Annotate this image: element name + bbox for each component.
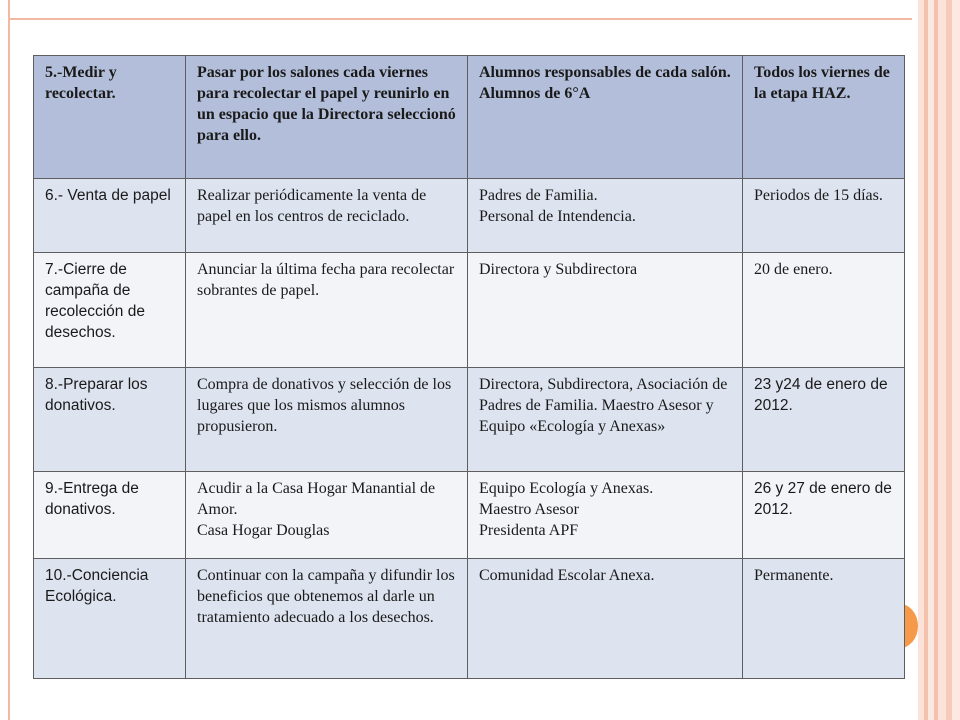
activities-table: [33, 55, 904, 679]
responsible-line: Equipo Ecología y Anexas.: [479, 480, 654, 497]
responsible-line: Directora, Subdirectora, Asociación de Padres de Familia. Maestro Asesor y Equipo «Ecología y Anexas»: [479, 376, 728, 435]
table-row: [34, 179, 905, 253]
activity-cell: 9.-Entrega de donativos.: [34, 472, 186, 559]
responsible-line: Personal de Intendencia.: [479, 208, 636, 225]
responsible-line: Alumnos responsables de cada salón.: [479, 64, 731, 81]
responsible-cell: [468, 472, 743, 559]
responsible-line: Comunidad Escolar Anexa.: [479, 567, 655, 584]
table-row: [34, 559, 905, 679]
activity-cell: 5.-Medir y recolectar.: [34, 56, 186, 179]
date-cell: Todos los viernes de la etapa HAZ.: [743, 56, 905, 179]
description-cell: [186, 472, 468, 559]
frame-top-line: [8, 18, 912, 20]
description-cell: Continuar con la campaña y difundir los beneficios que obtenemos al darle un tratamiento adecuado a los desechos.: [186, 559, 468, 679]
date-cell: 20 de enero.: [743, 253, 905, 368]
description-line: Casa Hogar Douglas: [197, 522, 330, 539]
responsible-cell: [468, 179, 743, 253]
responsible-cell: [468, 368, 743, 472]
responsible-cell: [468, 559, 743, 679]
date-cell: Periodos de 15 días.: [743, 179, 905, 253]
responsible-line: Maestro Asesor: [479, 501, 579, 518]
table-row: [34, 368, 905, 472]
responsible-line: Alumnos de 6°A: [479, 85, 591, 102]
description-cell: Realizar periódicamente la venta de papel en los centros de reciclado.: [186, 179, 468, 253]
description-cell: Compra de donativos y selección de los lugares que los mismos alumnos propusieron.: [186, 368, 468, 472]
activity-cell: 10.-Conciencia Ecológica.: [34, 559, 186, 679]
frame-right-stripes: [918, 0, 960, 720]
responsible-cell: [468, 56, 743, 179]
frame-left-line: [8, 0, 10, 720]
table-row: [34, 472, 905, 559]
responsible-line: Padres de Familia.: [479, 187, 598, 204]
date-cell: 23 y24 de enero de 2012.: [743, 368, 905, 472]
table-row: [34, 56, 905, 179]
description-cell: Pasar por los salones cada viernes para recolectar el papel y reunirlo en un espacio que la Directora seleccionó para ello.: [186, 56, 468, 179]
description-line: Acudir a la Casa Hogar Manantial de Amor.: [197, 480, 436, 518]
date-cell: Permanente.: [743, 559, 905, 679]
activity-cell: 7.-Cierre de campaña de recolección de desechos.: [34, 253, 186, 368]
activity-cell: 6.- Venta de papel: [34, 179, 186, 253]
responsible-line: Presidenta APF: [479, 522, 579, 539]
activity-cell: 8.-Preparar los donativos.: [34, 368, 186, 472]
description-cell: Anunciar la última fecha para recolectar sobrantes de papel.: [186, 253, 468, 368]
date-cell: 26 y 27 de enero de 2012.: [743, 472, 905, 559]
table-row: [34, 253, 905, 368]
responsible-line: Directora y Subdirectora: [479, 261, 638, 278]
responsible-cell: [468, 253, 743, 368]
